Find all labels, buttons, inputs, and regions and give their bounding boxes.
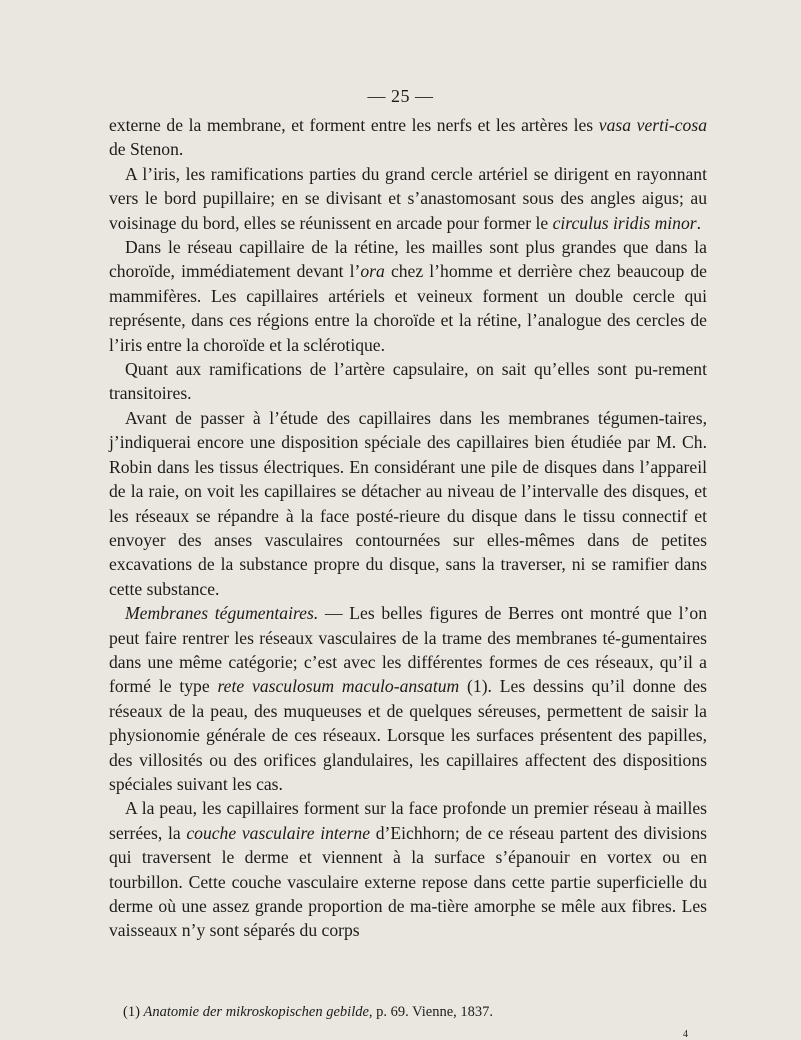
paragraph — [109, 113, 707, 162]
body-text — [109, 113, 707, 943]
italic-term: rete vasculosum maculo-ansatum — [217, 676, 460, 697]
paragraph-text: Quant aux ramifications de l’artère capsulaire, on sait qu’elles sont pu-rement transitoires. — [109, 359, 707, 404]
paragraph-text: Dans le réseau capillaire de la rétine, les mailles sont plus grandes que dans la choroïde, immédiatement devant l’ — [109, 237, 707, 282]
paragraph-text: externe de la membrane, et forment entre les nerfs et les artères les — [109, 115, 599, 135]
paragraph-text: chez l’homme et derrière chez beaucoup de mammifères. Les capillaires artériels et veineux forment un double cercle qui représente, dans ces régions entre la choroïde et la rétine, l’analogue des cercles de l’iris entre la choroïde et la sclérotique. — [109, 261, 707, 355]
italic-term: vasa verti-cosa — [598, 115, 707, 135]
footnote — [123, 1003, 723, 1021]
italic-term: couche vasculaire interne — [186, 822, 371, 843]
page-number: — 25 — — [367, 86, 434, 106]
paragraph-text: A l’iris, les ramifications parties du grand cercle artériel se dirigent en rayonnant vers le bord pupillaire; en se divisant et s’anastomosant sous des angles aigus; au voisinage du bord, elles se réunissent en arcade pour former le — [109, 163, 707, 233]
italic-term: ora — [360, 261, 385, 282]
footnote-marker: (1) — [123, 1004, 140, 1020]
footnote-title: Anatomie der mikroskopischen gebilde — [143, 1004, 369, 1020]
paragraph-text: (1). Les dessins qu’il donne des réseaux de la peau, des muqueuses et de quelques séreuses, permettent de saisir la physionomie générale de ces réseaux. Lorsque les surfaces présentent des papilles, des villosités ou des orifices glandulaires, les capillaires affectent des dispositions spéciales suivant les cas. — [109, 676, 707, 794]
signature-mark: 4 — [683, 1029, 688, 1040]
paragraph — [109, 601, 707, 796]
paragraph — [109, 162, 707, 235]
paragraph-text: d’Eichhorn; de ce réseau partent des divisions qui traversent le derme et viennent à la surface s’épanouir en vortex ou en tourbillon. Cette couche vasculaire externe repose dans cette partie superficielle du derme où une assez grande proportion de ma-tière amorphe se mêle aux fibres. Les vaisseaux n’y sont séparés du corps — [109, 822, 707, 941]
paragraph-text: de Stenon. — [109, 139, 184, 160]
paragraph — [109, 357, 707, 406]
footnote-citation: , p. 69. Vienne, 1837. — [368, 1004, 494, 1020]
italic-term: circulus iridis minor — [552, 212, 697, 233]
paragraph — [109, 796, 707, 942]
paragraph-text: . — [696, 212, 702, 233]
paragraph — [109, 406, 707, 601]
paragraph-text: — Les belles figures de Berres ont montré que l’on peut faire rentrer les réseaux vasculaires de la trame des membranes té-gumentaires dans une même catégorie; c’est avec les différentes formes de ces réseaux, qu’il a formé le type — [109, 603, 707, 697]
paragraph-text: Avant de passer à l’étude des capillaires dans les membranes tégumen-taires, j’indiquerai encore une disposition spéciale des capillaires bien étudiée par M. Ch. Robin dans les tissus électriques. En considérant une pile de disques dans l’appareil de la raie, on voit les capillaires se détacher au niveau de l’intervalle des disques, et les réseaux se répandre à la face posté-rieure du disque dans le tissu connectif et envoyer des anses vasculaires contournées sur elles-mêmes dans de petites excavations de la substance propre du disque, sans la traverser, ni se ramifier dans cette substance. — [109, 407, 707, 599]
italic-term: Membranes tégumentaires. — [125, 603, 319, 624]
paragraph — [109, 235, 707, 357]
paragraph-text: A la peau, les capillaires forment sur la face profonde un premier réseau à mailles serrées, la — [109, 798, 707, 843]
